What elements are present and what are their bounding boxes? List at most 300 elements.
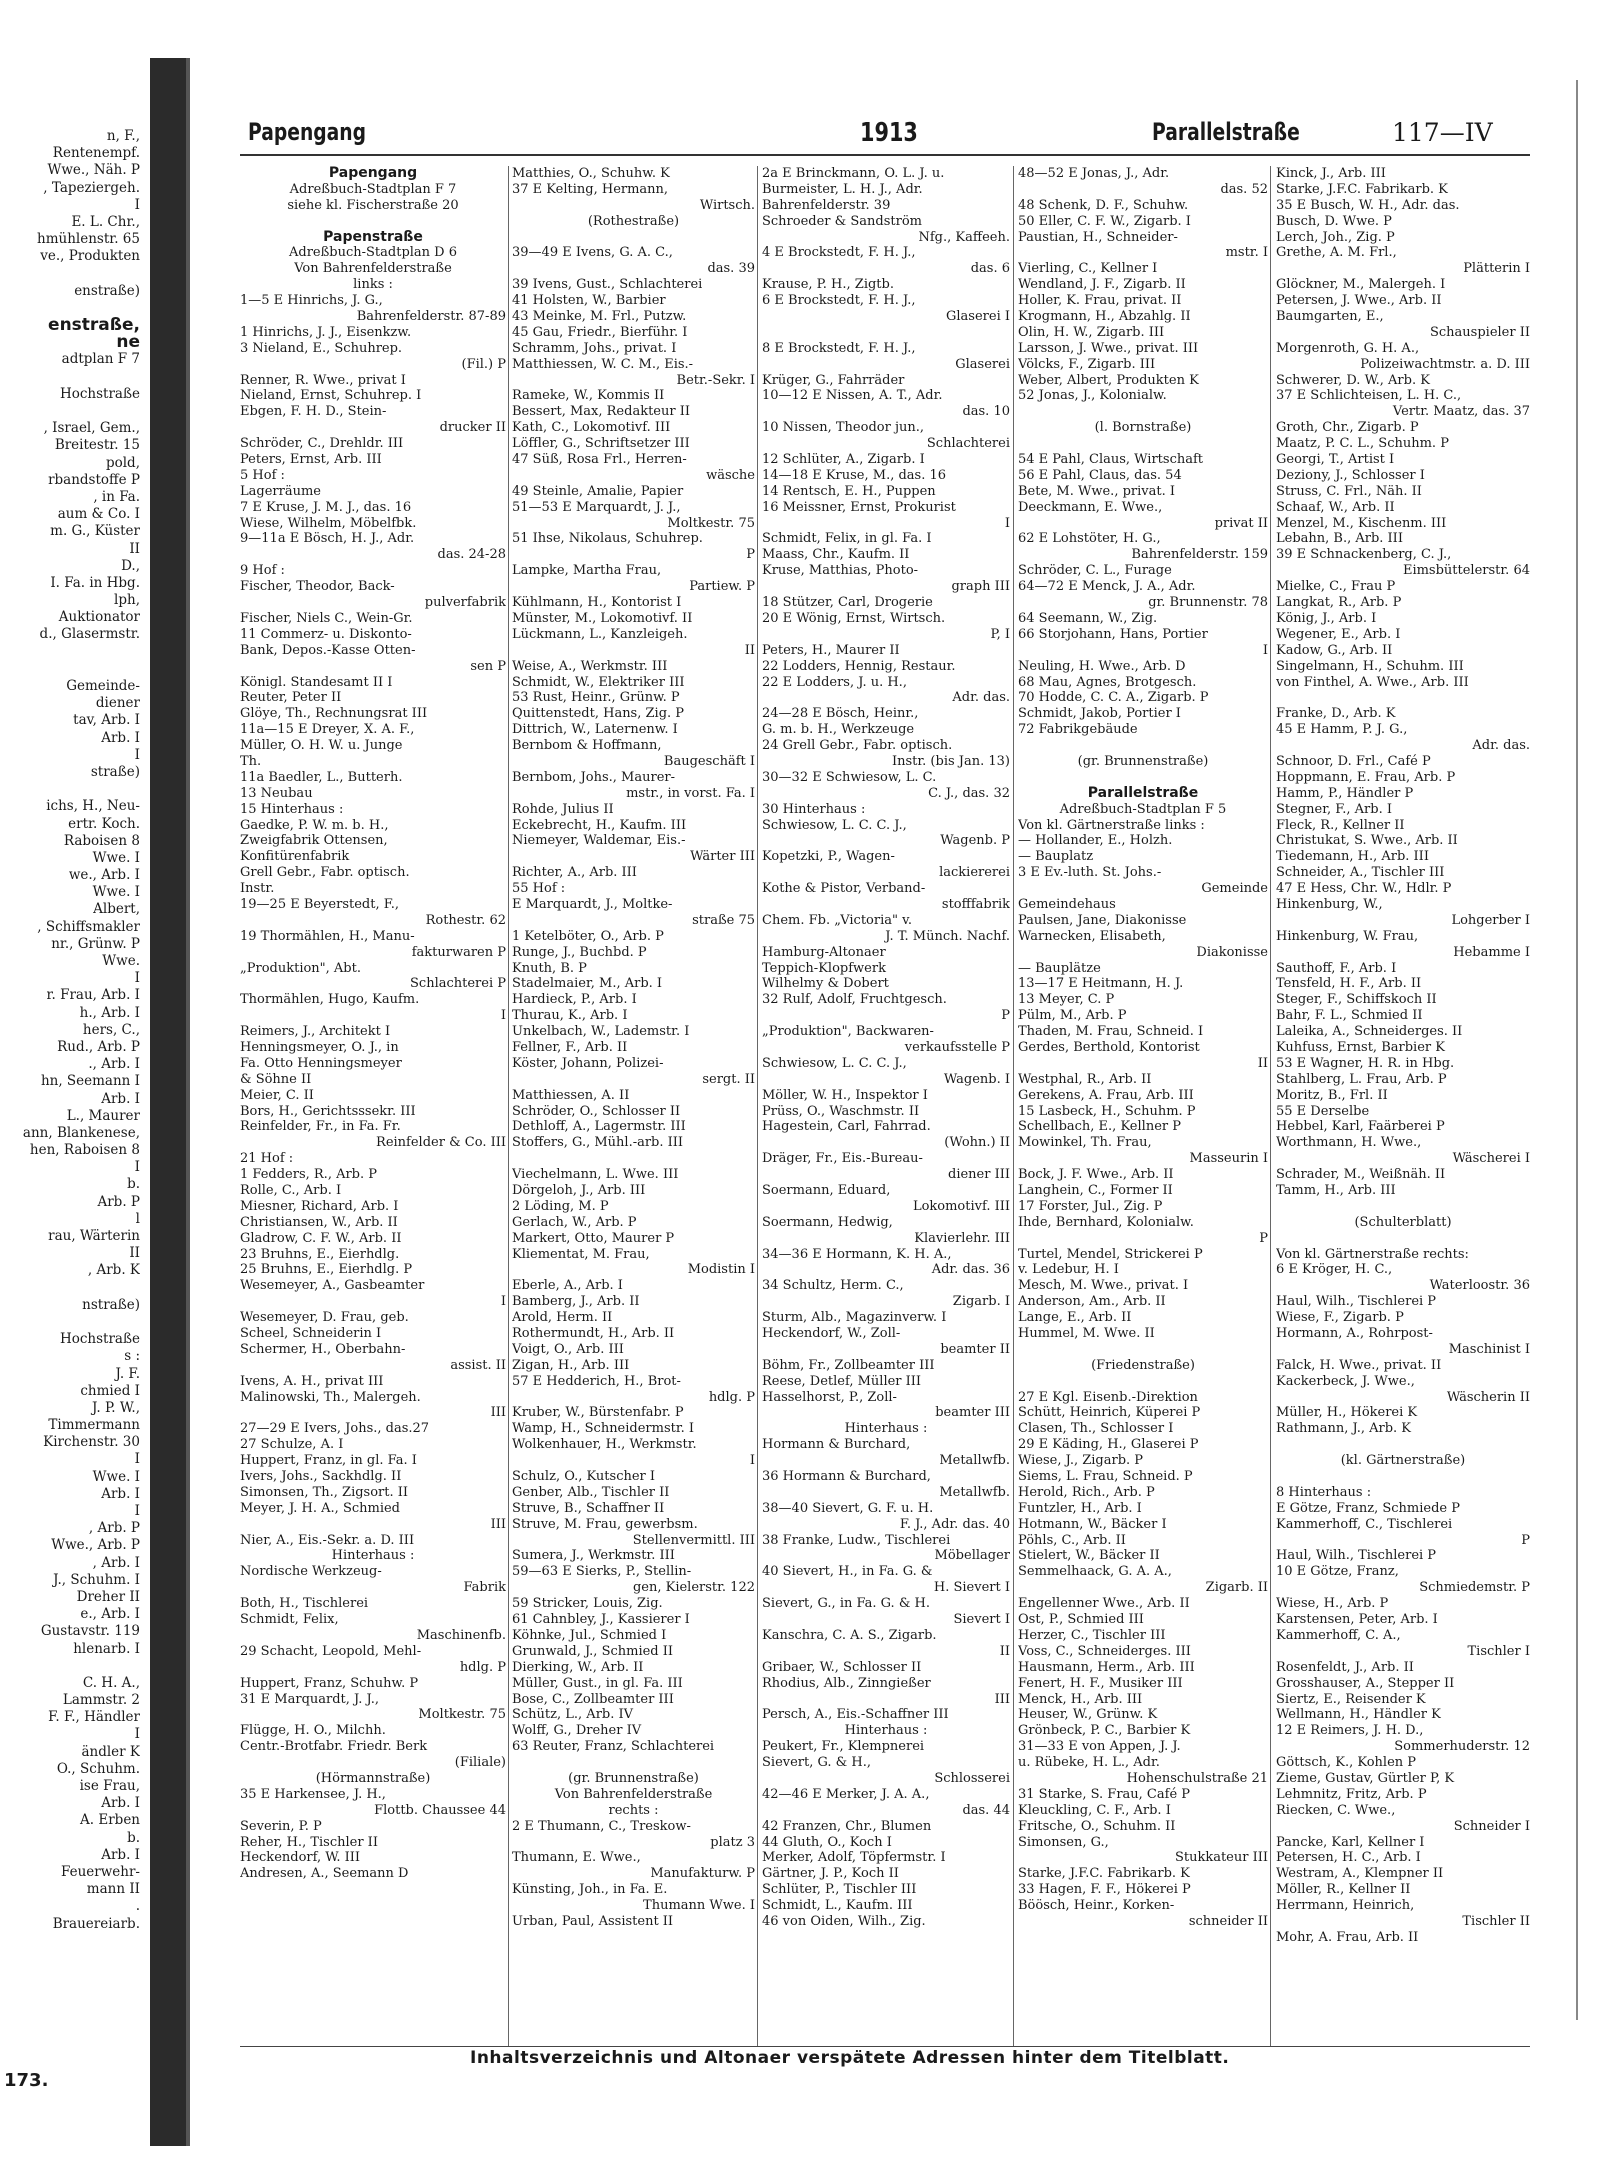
directory-entry: Bors, H., Gerichtsssekr. III xyxy=(240,1103,416,1119)
directory-entry: Lokomotivf. III xyxy=(912,1198,1010,1214)
directory-entry: Hebbel, Karl, Faärberei P xyxy=(1276,1119,1445,1135)
directory-entry: P xyxy=(1001,1008,1010,1024)
directory-entry: Reinfelder & Co. III xyxy=(376,1135,506,1151)
directory-entry: Wegener, E., Arb. I xyxy=(1276,626,1401,642)
directory-entry: Stukkateur III xyxy=(1174,1850,1268,1866)
left-page-line: ichs, H., Neu- xyxy=(46,798,140,815)
directory-entry: drucker II xyxy=(439,420,506,436)
directory-entry: 72 Fabrikgebäude xyxy=(1018,722,1138,738)
directory-entry: 41 Holsten, W., Barbier xyxy=(512,293,666,309)
directory-entry: — Hollander, E., Holzh. xyxy=(1018,833,1173,849)
directory-entry: Soermann, Eduard, xyxy=(762,1183,891,1198)
directory-entry: sergt. II xyxy=(702,1071,755,1087)
directory-entry: Hotmann, W., Bäcker I xyxy=(1018,1516,1167,1532)
directory-entry: Kath, C., Lokomotivf. III xyxy=(512,420,671,436)
left-page-line: Timmermann xyxy=(48,1417,140,1434)
directory-entry: Von kl. Gärtnerstraße links : xyxy=(1018,817,1205,833)
directory-entry xyxy=(1276,1231,1530,1247)
directory-entry: Semmelhaack, G. A. A., xyxy=(1018,1564,1172,1580)
directory-entry: Göttsch, K., Kohlen P xyxy=(1276,1755,1417,1771)
directory-entry: 2a E Brinckmann, O. L. J. u. xyxy=(762,166,945,181)
directory-entry: Bete, M. Wwe., privat. I xyxy=(1018,483,1175,499)
left-page-line: Hochstraße xyxy=(59,1331,140,1348)
directory-entry: Zieme, Gustav, Gürtler P, K xyxy=(1276,1770,1455,1786)
directory-entry: Struss, C. Frl., Näh. II xyxy=(1276,483,1422,499)
directory-entry: 9 Hof : xyxy=(240,563,285,579)
directory-entry: Schlachterei xyxy=(926,436,1010,452)
directory-entry xyxy=(1018,738,1268,754)
column-divider xyxy=(508,166,509,2046)
left-page-line: Arb. I xyxy=(101,1846,140,1863)
left-page-line: ertr. Koch. xyxy=(68,815,140,832)
directory-entry: 11a Baedler, L., Butterh. xyxy=(240,769,403,785)
directory-entry: Fleck, R., Kellner II xyxy=(1276,817,1405,833)
directory-entry: Bahrenfelderstr. 159 xyxy=(1131,547,1268,563)
directory-entry: Schwiesow, L. C. C. J., xyxy=(762,817,907,833)
directory-entry: 10—12 E Nissen, A. T., Adr. xyxy=(762,388,943,404)
directory-entry: 35 E Harkensee, J. H., xyxy=(240,1786,386,1802)
directory-entry: Langhein, C., Former II xyxy=(1018,1183,1173,1198)
directory-entry: 59—63 E Sierks, P., Stellin- xyxy=(512,1564,692,1580)
directory-entry: 2 Löding, M. P xyxy=(512,1198,609,1214)
directory-entry: Schmiedemstr. P xyxy=(1419,1580,1530,1596)
directory-entry: diener III xyxy=(948,1167,1010,1183)
directory-entry: rechts : xyxy=(608,1802,659,1818)
directory-entry: Thumann, E. Wwe., xyxy=(512,1850,641,1866)
left-page-line xyxy=(0,369,140,386)
directory-entry: das. 44 xyxy=(962,1802,1010,1818)
directory-entry: Schroeder & Sandström xyxy=(762,213,922,229)
directory-entry: hdlg. P xyxy=(708,1389,755,1405)
directory-entry: Malinowski, Th., Malergeh. xyxy=(240,1389,421,1405)
directory-entry: 62 E Lohstöter, H. G., xyxy=(1018,531,1161,547)
left-page-line: E. L. Chr., xyxy=(71,213,140,230)
directory-entry: Fritsche, O., Schuhm. II xyxy=(1018,1818,1176,1834)
left-page-fragment xyxy=(0,128,140,2098)
directory-entry: Severin, P. P xyxy=(240,1818,322,1834)
directory-entry: Both, H., Tischlerei xyxy=(240,1596,369,1612)
left-page-line: hlenarb. I xyxy=(73,1640,140,1657)
directory-entry: Burmeister, L. H. J., Adr. xyxy=(762,181,923,197)
left-page-line: hers, C., xyxy=(82,1021,140,1038)
left-page-line: nstraße) xyxy=(82,1296,140,1313)
directory-entry: Sievert, G. & H., xyxy=(762,1755,871,1771)
directory-entry: Olin, H. W., Zigarb. III xyxy=(1018,324,1165,340)
directory-entry: 37 E Kelting, Hermann, xyxy=(512,181,669,197)
directory-entry: Holler, K. Frau, privat. II xyxy=(1018,293,1182,309)
directory-entry: 30 Hinterhaus : xyxy=(762,801,866,817)
directory-entry: Schmidt, L., Kaufm. III xyxy=(762,1898,913,1914)
directory-entry: Mielke, C., Frau P xyxy=(1276,579,1396,595)
directory-entry: 56 E Pahl, Claus, das. 54 xyxy=(1018,467,1182,483)
directory-entry: Matthies, O., Schuhw. K xyxy=(512,166,670,181)
directory-entry: Waterloostr. 36 xyxy=(1429,1278,1530,1294)
directory-entry: Lebahn, B., Arb. III xyxy=(1276,531,1403,547)
directory-entry: Kinck, J., Arb. III xyxy=(1276,166,1386,181)
directory-entry: Prüss, O., Waschmstr. II xyxy=(762,1103,920,1119)
directory-entry: Siertz, E., Reisender K xyxy=(1276,1691,1426,1707)
directory-entry: 14—18 E Kruse, M., das. 16 xyxy=(762,467,947,483)
directory-entry: 55 E Derselbe xyxy=(1276,1103,1370,1119)
directory-entry: 2 E Thumann, C., Treskow- xyxy=(512,1818,691,1834)
directory-entry: Pöhls, C., Arb. II xyxy=(1018,1532,1126,1548)
directory-entry: Möller, R., Kellner II xyxy=(1276,1882,1411,1898)
directory-entry: Peters, H., Maurer II xyxy=(762,642,900,658)
left-page-line: J. F. xyxy=(115,1365,140,1382)
directory-entry: Bessert, Max, Redakteur II xyxy=(512,404,690,420)
directory-entry: Adr. das. xyxy=(1472,738,1530,754)
directory-entry: 46 von Oiden, Wilh., Zig. xyxy=(762,1913,926,1929)
directory-entry: Bernbom & Hoffmann, xyxy=(512,738,662,754)
directory-entry: Gärtner, J. P., Koch II xyxy=(762,1866,899,1882)
directory-entry: Hinterhaus : xyxy=(844,1723,928,1739)
directory-entry: Karstensen, Peter, Arb. I xyxy=(1276,1612,1438,1628)
directory-entry: Steger, F., Schiffskoch II xyxy=(1276,992,1437,1008)
directory-entry: Schwiesow, L. C. C. J., xyxy=(762,1055,907,1071)
directory-entry: Starke, J.F.C. Fabrikarb. K xyxy=(1276,181,1448,197)
directory-entry: E Götze, Franz, Schmiede P xyxy=(1276,1500,1460,1516)
left-page-line: Lammstr. 2 xyxy=(62,1692,140,1709)
directory-entry xyxy=(762,325,1010,341)
directory-entry: Simonsen, G., xyxy=(1018,1834,1109,1850)
header-rule xyxy=(240,154,1530,156)
directory-entry: Henningsmeyer, O. J., in xyxy=(240,1039,399,1055)
directory-entry: 19 Thormählen, H., Manu- xyxy=(240,928,415,944)
directory-entry: Möbellager xyxy=(934,1548,1010,1564)
directory-entry: J. T. Münch. Nachf. xyxy=(885,928,1010,944)
directory-entry xyxy=(1018,1342,1268,1358)
directory-entry: 24 Grell Gebr., Fabr. optisch. xyxy=(762,738,953,754)
directory-entry: Vertr. Maatz, das. 37 xyxy=(1392,404,1530,420)
directory-entry: Masseurin I xyxy=(1189,1151,1268,1167)
directory-entry: Richter, A., Arb. III xyxy=(512,865,637,881)
directory-entry: 51—53 E Marquardt, J. J., xyxy=(512,499,681,515)
left-page-line: C. H. A., xyxy=(82,1674,140,1691)
directory-entry: 1—5 E Hinrichs, J. G., xyxy=(240,293,383,309)
directory-entry: Köster, Johann, Polizei- xyxy=(512,1055,664,1071)
directory-entry: Petersen, J. Wwe., Arb. II xyxy=(1276,293,1442,309)
directory-entry: Fa. Otto Henningsmeyer xyxy=(240,1055,402,1071)
left-page-line: Hochstraße xyxy=(59,385,140,402)
left-page-line: Feuerwehr- xyxy=(60,1863,140,1880)
directory-entry: Instr. (bis Jan. 13) xyxy=(891,753,1010,769)
directory-entry: 64 Seemann, W., Zig. xyxy=(1018,610,1158,626)
directory-entry: Fellner, F., Arb. II xyxy=(512,1039,628,1055)
directory-entry: Sumera, J., Werkmstr. III xyxy=(512,1548,675,1564)
directory-column-2 xyxy=(512,166,755,2046)
directory-entry: privat II xyxy=(1214,515,1268,531)
book-gutter-edge xyxy=(186,58,190,2146)
directory-entry: Teppich-Klopfwerk xyxy=(762,960,886,976)
directory-entry: das. 52 xyxy=(1220,181,1268,197)
directory-entry: Hormann & Burchard, xyxy=(762,1437,911,1453)
directory-entry: Grell Gebr., Fabr. optisch. xyxy=(240,865,410,881)
directory-entry: Schneider, A., Tischler III xyxy=(1276,865,1445,881)
directory-entry: Gerekens, A. Frau, Arb. III xyxy=(1018,1087,1194,1103)
directory-entry: Genber, Alb., Tischler II xyxy=(512,1484,670,1500)
directory-entry: Böhm, Fr., Zollbeamter III xyxy=(762,1357,935,1373)
directory-entry: Struve, M. Frau, gewerbsm. xyxy=(512,1516,698,1532)
directory-entry: Bose, C., Zollbeamter III xyxy=(512,1691,674,1707)
directory-entry: 31 Starke, S. Frau, Café P xyxy=(1018,1786,1191,1802)
directory-entry: Pancke, Karl, Kellner I xyxy=(1276,1834,1425,1850)
directory-entry: Moltkestr. 75 xyxy=(418,1707,506,1723)
left-page-line: Dreher II xyxy=(76,1588,140,1605)
directory-entry: Wesemeyer, D. Frau, geb. xyxy=(240,1310,409,1326)
left-page-line: ändler K xyxy=(81,1743,140,1760)
directory-entry: 48—52 E Jonas, J., Adr. xyxy=(1018,166,1170,181)
left-page-line: Rentenempf. xyxy=(52,145,140,162)
left-page-line: r. Frau, Arb. I xyxy=(46,987,140,1004)
left-page-line: rbandstoffe P xyxy=(48,471,140,488)
street-heading: Parallelstraße xyxy=(1087,785,1199,801)
directory-entry: gen, Kielerstr. 122 xyxy=(632,1580,755,1596)
directory-entry: 38—40 Sievert, G. F. u. H. xyxy=(762,1500,934,1516)
directory-entry: Rathmann, J., Arb. K xyxy=(1276,1421,1412,1437)
directory-entry: Bahrenfelderstr. 87-89 xyxy=(356,309,506,325)
directory-entry: Betr.-Sekr. I xyxy=(676,372,755,388)
directory-entry: Kruber, W., Bürstenfabr. P xyxy=(512,1405,684,1421)
directory-entry: Singelmann, H., Schuhm. III xyxy=(1276,658,1464,674)
left-page-line: Gemeinde- xyxy=(66,678,140,694)
directory-entry: Klavierlehr. III xyxy=(914,1230,1010,1246)
left-page-line: Wwe. I xyxy=(92,1468,140,1485)
directory-entry: Nieland, Ernst, Schuhrep. I xyxy=(240,388,422,404)
directory-entry: Dierking, W., Arb. II xyxy=(512,1659,644,1675)
directory-entry: Löffler, G., Schriftsetzer III xyxy=(512,436,690,452)
directory-entry: 61 Cahnbley, J., Kassierer I xyxy=(512,1612,690,1628)
directory-entry: 13 Meyer, C. P xyxy=(1018,992,1115,1008)
directory-entry: Siems, L. Frau, Schneid. P xyxy=(1018,1469,1193,1485)
directory-entry: Kammerhoff, C., Tischlerei xyxy=(1276,1516,1453,1532)
directory-entry: schneider II xyxy=(1188,1913,1268,1929)
directory-entry: Stegner, F., Arb. I xyxy=(1276,801,1392,817)
left-page-line: m. G., Küster xyxy=(50,523,140,540)
directory-entry: Vierling, C., Kellner I xyxy=(1018,261,1158,277)
directory-entry: Gerlach, W., Arb. P xyxy=(512,1214,637,1230)
directory-entry xyxy=(1276,1469,1530,1485)
directory-entry xyxy=(1276,690,1530,706)
directory-entry: Hebamme I xyxy=(1453,944,1530,960)
page-right-edge xyxy=(1576,80,1578,2020)
directory-entry: Adreßbuch-Stadtplan D 6 xyxy=(288,245,458,261)
directory-entry: Schaaf, W., Arb. II xyxy=(1276,499,1395,515)
directory-entry: 29 E Käding, H., Glaserei P xyxy=(1018,1437,1199,1453)
directory-entry: pulverfabrik xyxy=(424,595,506,611)
directory-entry: Schermer, H., Oberbahn- xyxy=(240,1341,406,1357)
directory-entry: Kothe & Pistor, Verband- xyxy=(762,881,926,897)
column-divider xyxy=(757,166,758,2046)
directory-entry: 6 E Brockstedt, F. H. J., xyxy=(762,293,916,309)
directory-entry: Von Bahrenfelderstraße xyxy=(554,1786,713,1802)
directory-entry: Persch, A., Eis.-Schaffner III xyxy=(762,1707,949,1723)
directory-entry: Kühlmann, H., Kontorist I xyxy=(512,595,682,611)
directory-entry: Gribaer, W., Schlosser II xyxy=(762,1659,922,1675)
left-page-line: J. P. W., xyxy=(92,1399,140,1416)
directory-entry: Plätterin I xyxy=(1463,261,1530,277)
directory-entry: 45 E Hamm, P. J. G., xyxy=(1276,722,1408,738)
directory-entry xyxy=(1276,1437,1530,1453)
directory-entry: 11a—15 E Dreyer, X. A. F., xyxy=(240,722,415,738)
left-page-line xyxy=(0,644,140,661)
directory-entry: Dethloff, A., Lagermstr. III xyxy=(512,1119,686,1135)
directory-entry: Eimsbüttelerstr. 64 xyxy=(1402,563,1530,579)
left-page-line: tav, Arb. I xyxy=(73,712,140,729)
directory-entry: das. 39 xyxy=(707,261,755,277)
directory-entry: Hagestein, Carl, Fahrrad. xyxy=(762,1119,931,1135)
directory-entry: Adreßbuch-Stadtplan F 7 xyxy=(289,181,457,197)
left-page-line: , Arb. K xyxy=(87,1262,140,1279)
directory-entry: II xyxy=(999,1643,1010,1659)
directory-entry: Neuling, H. Wwe., Arb. D xyxy=(1018,658,1186,674)
directory-entry: Chem. Fb. „Victoria" v. xyxy=(762,912,913,928)
left-page-line: , in Fa. xyxy=(93,488,140,505)
left-page-line xyxy=(0,1314,140,1331)
directory-entry: Dräger, Fr., Eis.-Bureau- xyxy=(762,1151,923,1167)
directory-entry: I xyxy=(1262,642,1268,658)
directory-entry: 39 E Schnackenberg, C. J., xyxy=(1276,547,1452,563)
directory-entry: Menck, H., Arb. III xyxy=(1018,1691,1143,1707)
left-page-line: Gustavstr. 119 xyxy=(40,1623,140,1640)
directory-entry: 38 Franke, Ludw., Tischlerei xyxy=(762,1532,951,1548)
directory-entry: Tensfeld, H. F., Arb. II xyxy=(1276,976,1422,992)
directory-entry: Mesch, M. Wwe., privat. I xyxy=(1018,1278,1189,1294)
directory-entry: 7 E Kruse, J. M. J., das. 16 xyxy=(240,499,412,515)
directory-entry: C. J., das. 32 xyxy=(928,785,1010,801)
directory-entry: Wagenb. P xyxy=(940,833,1010,849)
directory-entry: lackiererei xyxy=(939,865,1010,881)
directory-entry: Huppert, Franz, in gl. Fa. I xyxy=(240,1453,417,1469)
directory-entry: beamter III xyxy=(935,1405,1010,1421)
directory-entry: Tischler II xyxy=(1462,1913,1530,1929)
directory-entry: Stielert, W., Bäcker II xyxy=(1018,1548,1160,1564)
directory-entry: 39 Ivens, Gust., Schlachterei xyxy=(512,277,703,293)
directory-entry: Urban, Paul, Assistent II xyxy=(512,1913,674,1929)
directory-entry: 12 Schlüter, A., Zigarb. I xyxy=(762,452,925,468)
directory-entry: fakturwaren P xyxy=(411,944,506,960)
directory-entry: III xyxy=(490,1516,506,1532)
directory-entry: Menzel, M., Kischenm. III xyxy=(1276,515,1447,531)
left-page-line xyxy=(0,266,140,283)
directory-entry: 49 Steinle, Amalie, Papier xyxy=(512,483,684,499)
directory-entry: Schröder, C., Drehldr. III xyxy=(240,436,404,452)
left-page-line: , Israel, Gem., xyxy=(43,420,140,437)
directory-entry: 31—33 E von Appen, J. J. xyxy=(1018,1739,1181,1755)
directory-entry: Peukert, Fr., Klempnerei xyxy=(762,1739,925,1755)
directory-entry: Renner, R. Wwe., privat I xyxy=(240,372,406,388)
directory-entry: assist. II xyxy=(450,1357,506,1373)
directory-entry: Schlüter, P., Tischler III xyxy=(762,1882,917,1898)
left-page-line: hn, Seemann I xyxy=(40,1073,140,1090)
directory-entry: 21 Hof : xyxy=(240,1151,294,1167)
left-page-line xyxy=(0,661,140,678)
directory-entry: 39—49 E Ivens, G. A. C., xyxy=(512,245,673,261)
directory-entry: Rothestr. 62 xyxy=(425,912,506,928)
directory-entry: 10 E Götze, Franz, xyxy=(1276,1564,1399,1580)
directory-entry: P xyxy=(746,547,755,563)
directory-column-5 xyxy=(1276,166,1530,2046)
directory-entry: Deziony, J., Schlosser I xyxy=(1276,467,1425,483)
directory-entry: v. Ledebur, H. I xyxy=(1018,1262,1119,1278)
directory-entry: Schmidt, Jakob, Portier I xyxy=(1018,706,1181,722)
directory-entry: Gaedke, P. W. m. b. H., xyxy=(240,817,389,833)
directory-entry: Zigarb. II xyxy=(1205,1580,1268,1596)
left-page-line: Arb. I xyxy=(101,1485,140,1502)
left-page-line: we., Arb. I xyxy=(68,867,140,884)
directory-entry: — Bauplätze xyxy=(1018,960,1101,976)
directory-entry: Schulz, O., Kutscher I xyxy=(512,1469,656,1485)
directory-entry: 31 E Marquardt, J. J., xyxy=(240,1691,379,1707)
directory-entry: Tischler I xyxy=(1467,1643,1530,1659)
directory-entry: Wiese, H., Arb. P xyxy=(1276,1596,1389,1612)
left-page-line: Arb. I xyxy=(101,729,140,746)
directory-entry: Rhodius, Alb., Zinngießer xyxy=(762,1675,931,1691)
directory-entry: 43 Meinke, M. Frl., Putzw. xyxy=(512,309,687,325)
directory-entry xyxy=(512,230,755,246)
directory-entry: Wamp, H., Schneidermstr. I xyxy=(512,1421,695,1437)
directory-entry: Bamberg, J., Arb. II xyxy=(512,1294,640,1310)
directory-entry: Viechelmann, L. Wwe. III xyxy=(512,1167,679,1183)
directory-entry: stofffabrik xyxy=(941,896,1010,912)
directory-column-1 xyxy=(240,166,506,2046)
directory-entry: Lagerräume xyxy=(240,483,321,499)
left-page-line: ne xyxy=(116,332,140,353)
directory-entry: Christukat, S. Wwe., Arb. II xyxy=(1276,833,1458,849)
directory-entry: Flügge, H. O., Milchh. xyxy=(240,1723,386,1739)
directory-entry: Reuter, Peter II xyxy=(240,690,342,706)
directory-entry: Lampke, Martha Frau, xyxy=(512,563,662,579)
directory-entry: Falck, H. Wwe., privat. II xyxy=(1276,1357,1442,1373)
directory-entry: Larsson, J. Wwe., privat. III xyxy=(1018,340,1199,356)
directory-entry: 22 Lodders, Hennig, Restaur. xyxy=(762,658,956,674)
directory-entry: 57 E Hedderich, H., Brot- xyxy=(512,1373,681,1389)
directory-entry: 55 Hof : xyxy=(512,881,566,897)
directory-entry: Hormann, A., Rohrpost- xyxy=(1276,1326,1433,1342)
directory-entry: Fischer, Theodor, Back- xyxy=(240,579,395,595)
directory-entry: 8 E Brockstedt, F. H. J., xyxy=(762,340,916,356)
left-page-line: I xyxy=(134,1451,140,1468)
directory-entry: (Wohn.) II xyxy=(944,1135,1010,1151)
left-page-line: J., Schuhm. I xyxy=(53,1571,140,1588)
left-page-line: , Tapeziergeh. xyxy=(43,179,140,196)
left-page-line: n, F., xyxy=(106,128,140,144)
directory-entry: Hoppmann, E. Frau, Arb. P xyxy=(1276,769,1456,785)
left-page-line: O., Schuhm. xyxy=(56,1760,140,1777)
directory-entry: Bahrenfelderstr. 39 xyxy=(762,197,891,213)
directory-entry: 11 Commerz- u. Diskonto- xyxy=(240,626,412,642)
directory-entry: II xyxy=(744,642,755,658)
left-page-line: ., Arb. I xyxy=(88,1056,140,1073)
directory-entry: Wendland, J. F., Zigarb. II xyxy=(1018,277,1186,293)
left-page-line: Wwe., Näh. P xyxy=(47,162,140,179)
directory-entry: Eberle, A., Arb. I xyxy=(512,1278,623,1294)
directory-entry: Dörgeloh, J., Arb. III xyxy=(512,1183,646,1198)
directory-entry: I xyxy=(1004,515,1010,531)
directory-entry: Soermann, Hedwig, xyxy=(762,1214,893,1230)
directory-entry: Heckendorf, W. III xyxy=(240,1850,360,1866)
directory-entry: Bock, J. F. Wwe., Arb. II xyxy=(1018,1167,1174,1183)
directory-entry: 9—11a E Bösch, H. J., Adr. xyxy=(240,531,415,547)
directory-entry: Manufakturw. P xyxy=(650,1866,755,1882)
directory-entry: Polizeiwachtmstr. a. D. III xyxy=(1360,356,1530,372)
directory-entry: Möller, W. H., Inspektor I xyxy=(762,1087,928,1103)
directory-entry: Bernbom, Johs., Maurer- xyxy=(512,769,676,785)
directory-entry: Krause, P. H., Zigtb. xyxy=(762,277,894,293)
directory-entry: Von kl. Gärtnerstraße rechts: xyxy=(1276,1246,1469,1262)
left-page-line: Rud., Arb. P xyxy=(57,1038,140,1055)
directory-entry: Georgi, T., Artist I xyxy=(1276,452,1395,468)
directory-entry: Fenert, H. F., Musiker III xyxy=(1018,1675,1183,1691)
